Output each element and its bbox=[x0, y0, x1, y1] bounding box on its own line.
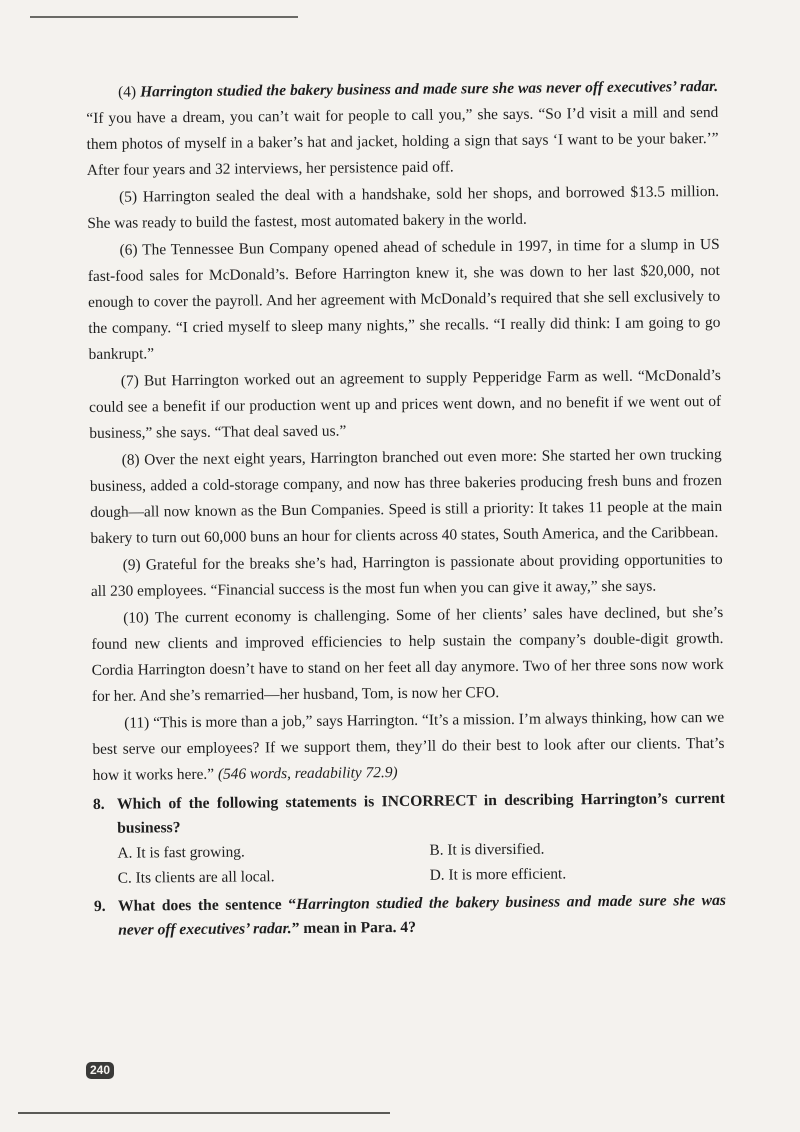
paragraph-5 bbox=[87, 179, 719, 237]
question-text-start: What does the sentence “ bbox=[117, 896, 297, 915]
paragraph-number: (9) bbox=[122, 556, 141, 574]
paragraph-text: The Tennessee Bun Company opened ahead of schedule in 1997, in time for a slump in US fast-food sales for McDonald’s. Before Harrington knew it, she was down to her last $20,000, not enough to cover the payroll. And her agreement with McDonald’s required that she sell exclusively to the company. “I cried myself to sleep many nights,” she recalls. “I really did think: I am going to go bankrupt.” bbox=[87, 235, 721, 363]
option-d[interactable]: D. It is more efficient. bbox=[429, 865, 567, 884]
paragraph-number: (10) bbox=[123, 609, 149, 627]
question-stem bbox=[93, 787, 725, 841]
question-quote: Harrington studied the bakery business and made sure she was never off executives’ radar. bbox=[118, 891, 726, 939]
answer-options bbox=[117, 835, 725, 891]
paragraph-text: The current economy is challenging. Some of her clients’ sales have declined, but she’s found new clients and improved efficiencies to help sustain the company’s double-digit growth. Cordia Harrington doesn’t have to stand on her feet all day anymore. Two of her three sons now work for her. And she’s remarried—her husband, Tom, is now her CFO. bbox=[91, 603, 724, 705]
paragraph-text: “If you have a dream, you can’t wait for people to call you,” she says. “So I’d visit a mill and send them photos of myself in a baker’s hat and jacket, holding a sign that says ‘I want to be your baker.’” After four years and 32 interviews, her persistence paid off. bbox=[86, 103, 719, 179]
paragraph-11 bbox=[92, 705, 725, 789]
paragraph-text: Harrington sealed the deal with a handshake, sold her shops, and borrowed $13.5 million. She was ready to build the fastest, most automated bakery in the world. bbox=[87, 182, 720, 232]
paragraph-number: (5) bbox=[119, 188, 138, 206]
option-a[interactable]: A. It is fast growing. bbox=[117, 843, 245, 862]
paragraph-text: “This is more than a job,” says Harrington. “It’s a mission. I’m always thinking, how can we best serve our employees? If we support them, they’ll do their best to look after our clients. That’s how it works here.” bbox=[92, 708, 725, 784]
paragraph-10 bbox=[91, 600, 724, 710]
paragraph-6 bbox=[88, 232, 721, 368]
paragraph-4 bbox=[86, 74, 719, 184]
question-8 bbox=[93, 787, 726, 891]
paragraph-number: (4) bbox=[118, 83, 137, 101]
paragraph-number: (7) bbox=[120, 372, 139, 390]
question-9 bbox=[94, 889, 726, 943]
question-number: 8. bbox=[92, 795, 105, 813]
page-content bbox=[86, 74, 726, 943]
paragraph-7 bbox=[89, 363, 722, 447]
word-count-note: (546 words, readability 72.9) bbox=[217, 764, 398, 783]
paragraph-lead: Harrington studied the bakery business and made sure she was never off executives’ radar. bbox=[140, 77, 719, 101]
option-b[interactable]: B. It is diversified. bbox=[429, 840, 545, 859]
question-stem bbox=[94, 889, 726, 943]
question-number: 9. bbox=[93, 897, 106, 915]
paragraph-number: (8) bbox=[121, 451, 140, 469]
paragraph-number: (6) bbox=[119, 241, 138, 259]
paragraph-text: But Harrington worked out an agreement to supply Pepperidge Farm as well. “McDonald’s could see a benefit if our production went up and prices went down, and no benefit if we went out of business,” she says. “That deal saved us.” bbox=[89, 366, 722, 442]
paragraph-8 bbox=[90, 442, 723, 552]
option-c[interactable]: C. Its clients are all local. bbox=[117, 868, 275, 887]
question-text-end: ” mean in Para. 4? bbox=[291, 918, 417, 938]
page-number-badge: 240 bbox=[86, 1062, 114, 1079]
bottom-rule bbox=[18, 1112, 390, 1114]
top-rule bbox=[30, 16, 298, 18]
question-text: Which of the following statements is INCORRECT in describing Harrington’s current business? bbox=[116, 789, 726, 837]
paragraph-text: Grateful for the breaks she’s had, Harrington is passionate about providing opportunities to all 230 employees. “Financial success is the most fun when you can give it away,” she says. bbox=[90, 550, 723, 600]
paragraph-9 bbox=[91, 547, 723, 605]
paragraph-text: Over the next eight years, Harrington branched out even more: She started her own trucking business, added a cold-storage company, and now has three bakeries producing fresh buns and frozen dough—all now known as the Bun Companies. Speed is still a priority: It takes 11 people at the main bakery to turn out 60,000 buns an hour for clients across 40 states, South America, and the Caribbean. bbox=[89, 445, 723, 547]
paragraph-number: (11) bbox=[124, 714, 150, 732]
